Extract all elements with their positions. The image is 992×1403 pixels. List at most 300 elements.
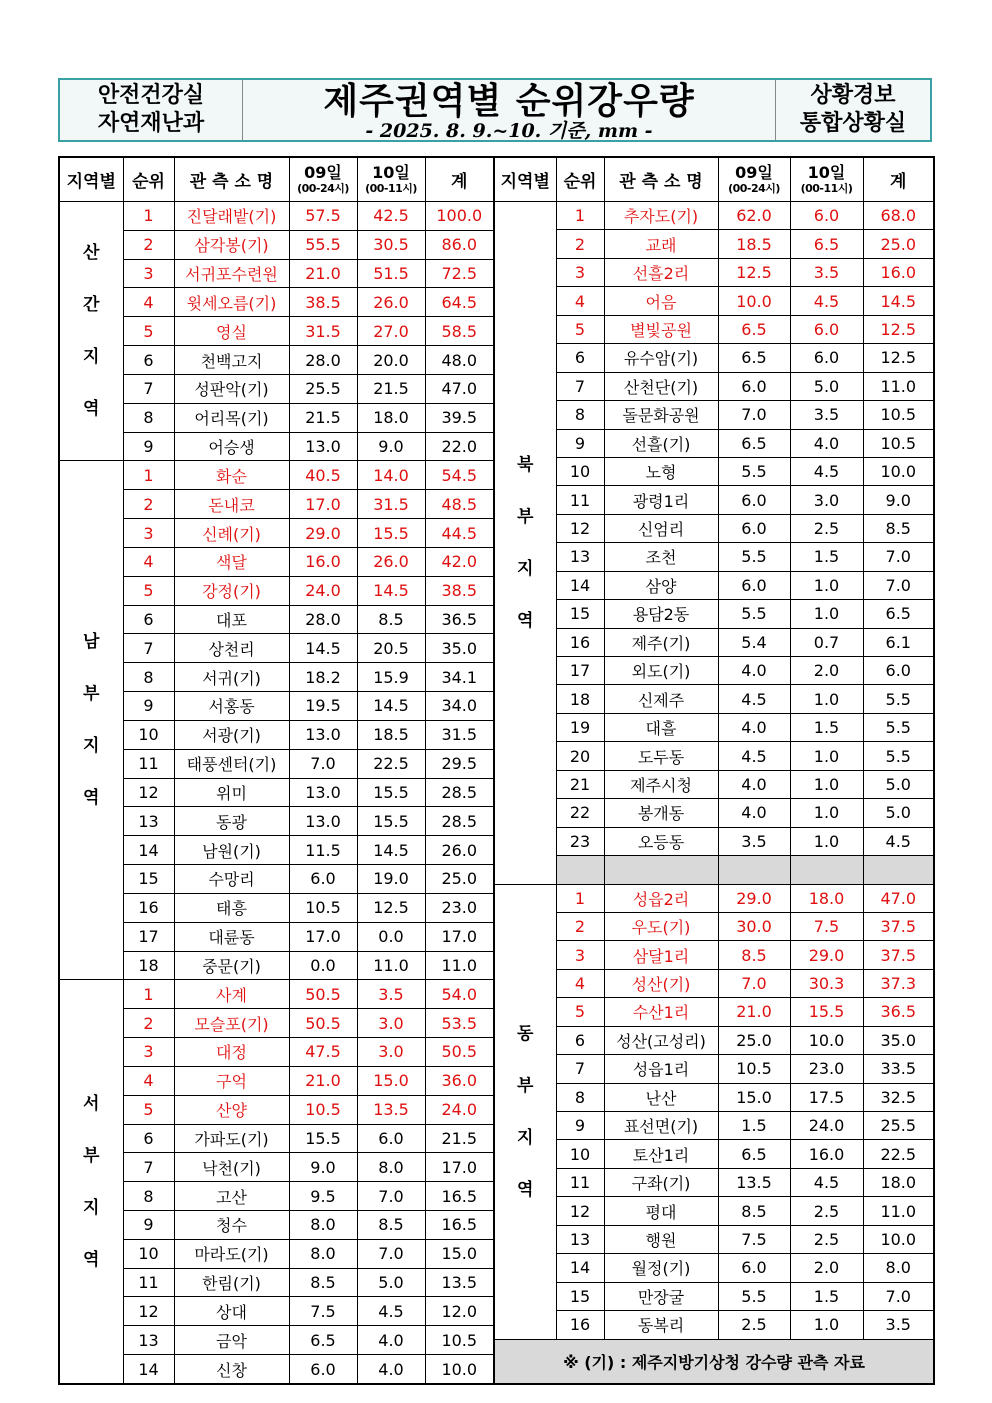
- rank-cell: 11: [123, 749, 174, 778]
- rank-cell: 14: [123, 836, 174, 865]
- day1-rainfall: 14.5: [289, 634, 357, 663]
- day2-rainfall: 0.7: [790, 628, 863, 656]
- rank-cell: 17: [556, 657, 604, 685]
- table-row: [59, 720, 494, 749]
- col-total: 계: [425, 157, 494, 202]
- station-name: 용담2동: [604, 600, 718, 628]
- day2-rainfall: 2.0: [790, 1254, 863, 1282]
- station-name: 한림(기): [174, 1268, 289, 1297]
- day2-rainfall: 18.5: [357, 720, 425, 749]
- day1-rainfall: 18.2: [289, 663, 357, 692]
- table-row: [59, 576, 494, 605]
- table-row: [59, 951, 494, 980]
- table-row: [494, 912, 934, 940]
- day1-rainfall: 6.0: [718, 571, 790, 599]
- table-row: [59, 692, 494, 721]
- total-rainfall: 28.5: [425, 807, 494, 836]
- station-name: 어리목(기): [174, 403, 289, 432]
- day2-rainfall: 23.0: [790, 1055, 863, 1083]
- day1-rainfall: 25.5: [289, 374, 357, 403]
- day1-rainfall: 13.0: [289, 778, 357, 807]
- day1-rainfall: 19.5: [289, 692, 357, 721]
- rank-cell: 5: [556, 315, 604, 343]
- rank-cell: 4: [123, 288, 174, 317]
- total-rainfall: 10.5: [863, 429, 934, 457]
- day1-rainfall: 13.5: [718, 1168, 790, 1196]
- day2-rainfall: 1.0: [790, 600, 863, 628]
- station-name: 강정(기): [174, 576, 289, 605]
- region-label: 북 부 지 역: [517, 454, 534, 631]
- table-row: [59, 259, 494, 288]
- table-row: [59, 1268, 494, 1297]
- day1-rainfall: 6.5: [718, 429, 790, 457]
- total-rainfall: 8.5: [863, 514, 934, 542]
- table-row: [59, 202, 494, 231]
- day2-rainfall: 15.5: [357, 807, 425, 836]
- day2-rainfall: 1.0: [790, 571, 863, 599]
- day1-rainfall: 7.0: [718, 969, 790, 997]
- day1-rainfall: 2.5: [718, 1311, 790, 1339]
- day2-rainfall: 18.0: [790, 884, 863, 912]
- day2-rainfall: 7.0: [357, 1239, 425, 1268]
- rank-cell: 6: [123, 1124, 174, 1153]
- station-name: 서홍동: [174, 692, 289, 721]
- day2-rainfall: 13.5: [357, 1095, 425, 1124]
- blank-row: [494, 856, 934, 884]
- table-row: [494, 1197, 934, 1225]
- total-rainfall: 7.0: [863, 543, 934, 571]
- total-rainfall: 7.0: [863, 1282, 934, 1310]
- total-rainfall: 12.5: [863, 344, 934, 372]
- table-row: [59, 230, 494, 259]
- station-name: 만장굴: [604, 1282, 718, 1310]
- table-row: [494, 543, 934, 571]
- table-row: [59, 461, 494, 490]
- station-name: 신창: [174, 1355, 289, 1384]
- region-label: 동 부 지 역: [517, 1023, 534, 1200]
- rank-cell: 12: [123, 1297, 174, 1326]
- col-day2: [357, 157, 425, 202]
- total-rainfall: 15.0: [425, 1239, 494, 1268]
- rank-cell: 3: [123, 519, 174, 548]
- day2-rainfall: 20.0: [357, 346, 425, 375]
- day1-rainfall: 8.5: [718, 1197, 790, 1225]
- day1-rainfall: 4.0: [718, 799, 790, 827]
- total-rainfall: 13.5: [425, 1268, 494, 1297]
- station-name: 서귀포수련원: [174, 259, 289, 288]
- rank-cell: 11: [123, 1268, 174, 1297]
- day1-rainfall: 18.5: [718, 230, 790, 258]
- table-row: [494, 770, 934, 798]
- station-name: 광령1리: [604, 486, 718, 514]
- table-row: [494, 969, 934, 997]
- rank-cell: 12: [556, 514, 604, 542]
- total-rainfall: 38.5: [425, 576, 494, 605]
- table-row: [494, 685, 934, 713]
- page-title: 제주권역별 순위강우량: [323, 81, 695, 122]
- day2-rainfall: 3.0: [357, 1038, 425, 1067]
- table-row: [494, 372, 934, 400]
- col-day2: [790, 157, 863, 202]
- table-row: [59, 346, 494, 375]
- station-name: 낙천(기): [174, 1153, 289, 1182]
- table-row: [494, 1083, 934, 1111]
- rank-cell: 5: [123, 1095, 174, 1124]
- rank-cell: 12: [556, 1197, 604, 1225]
- day2-rainfall: 4.0: [357, 1355, 425, 1384]
- day1-rainfall: 16.0: [289, 547, 357, 576]
- day2-rainfall: 1.5: [790, 543, 863, 571]
- col-day1-range: (00-24시): [728, 182, 780, 195]
- total-rainfall: 32.5: [863, 1083, 934, 1111]
- day2-rainfall: 1.0: [790, 799, 863, 827]
- station-name: 대포: [174, 605, 289, 634]
- station-name: 구좌(기): [604, 1168, 718, 1196]
- total-rainfall: 34.1: [425, 663, 494, 692]
- rank-cell: 13: [123, 1326, 174, 1355]
- station-name: 성읍2리: [604, 884, 718, 912]
- total-rainfall: 25.0: [425, 865, 494, 894]
- station-name: 신엄리: [604, 514, 718, 542]
- day1-rainfall: 6.0: [289, 865, 357, 894]
- day2-rainfall: 1.5: [790, 1282, 863, 1310]
- rank-cell: 13: [556, 1225, 604, 1253]
- station-name: 금악: [174, 1326, 289, 1355]
- total-rainfall: 22.0: [425, 432, 494, 461]
- day1-rainfall: 8.5: [718, 941, 790, 969]
- region-cell: [59, 202, 123, 461]
- day2-rainfall: 19.0: [357, 865, 425, 894]
- table-row: [59, 1009, 494, 1038]
- footnote-row: [494, 1339, 934, 1384]
- station-name: 위미: [174, 778, 289, 807]
- day1-rainfall: 0.0: [289, 951, 357, 980]
- station-name: 태흥: [174, 893, 289, 922]
- rank-cell: 9: [556, 1112, 604, 1140]
- day2-rainfall: 8.5: [357, 605, 425, 634]
- office-line2: 통합상황실: [799, 111, 907, 136]
- table-row: [59, 922, 494, 951]
- rank-cell: 5: [556, 998, 604, 1026]
- station-name: 색달: [174, 547, 289, 576]
- table-row: [494, 628, 934, 656]
- station-name: 영실: [174, 317, 289, 346]
- office-line1: 상황경보: [810, 83, 896, 108]
- table-row: [494, 1055, 934, 1083]
- day1-rainfall: 3.5: [718, 827, 790, 855]
- day2-rainfall: 14.5: [357, 692, 425, 721]
- total-rainfall: 25.0: [863, 230, 934, 258]
- station-name: 신례(기): [174, 519, 289, 548]
- rank-cell: 7: [556, 1055, 604, 1083]
- day2-rainfall: 4.5: [357, 1297, 425, 1326]
- rank-cell: 12: [123, 778, 174, 807]
- rank-cell: 1: [556, 884, 604, 912]
- table-row: [59, 374, 494, 403]
- table-row: [494, 941, 934, 969]
- table-row: [59, 317, 494, 346]
- day2-rainfall: 3.0: [357, 1009, 425, 1038]
- day2-rainfall: 30.3: [790, 969, 863, 997]
- rank-cell: 5: [123, 317, 174, 346]
- table-row: [494, 799, 934, 827]
- total-rainfall: 16.5: [425, 1210, 494, 1239]
- day2-rainfall: 11.0: [357, 951, 425, 980]
- day2-rainfall: 2.0: [790, 657, 863, 685]
- day2-rainfall: 8.5: [357, 1210, 425, 1239]
- rank-cell: 3: [556, 941, 604, 969]
- rank-cell: 6: [123, 605, 174, 634]
- day2-rainfall: 3.0: [790, 486, 863, 514]
- station-name: 산양: [174, 1095, 289, 1124]
- station-name: 태풍센터(기): [174, 749, 289, 778]
- day2-rainfall: 15.5: [357, 778, 425, 807]
- table-row: [494, 600, 934, 628]
- total-rainfall: 47.0: [425, 374, 494, 403]
- total-rainfall: 10.5: [425, 1326, 494, 1355]
- rank-cell: 1: [123, 980, 174, 1009]
- day2-rainfall: 1.0: [790, 827, 863, 855]
- total-rainfall: 29.5: [425, 749, 494, 778]
- rank-cell: 18: [123, 951, 174, 980]
- table-row: [494, 429, 934, 457]
- day2-rainfall: 10.0: [790, 1026, 863, 1054]
- day2-rainfall: 3.5: [790, 401, 863, 429]
- day1-rainfall: 57.5: [289, 202, 357, 231]
- total-rainfall: 7.0: [863, 571, 934, 599]
- day1-rainfall: 30.0: [718, 912, 790, 940]
- table-row: [59, 547, 494, 576]
- total-rainfall: 34.0: [425, 692, 494, 721]
- day2-rainfall: 31.5: [357, 490, 425, 519]
- day1-rainfall: 24.0: [289, 576, 357, 605]
- col-day2-label: 10일: [807, 163, 846, 182]
- department-line1: 안전건강실: [97, 83, 205, 108]
- station-name: 봉개동: [604, 799, 718, 827]
- blank-cell: [556, 856, 604, 884]
- station-name: 선흘(기): [604, 429, 718, 457]
- station-name: 난산: [604, 1083, 718, 1111]
- title-box: [242, 80, 776, 140]
- day2-rainfall: 6.0: [790, 315, 863, 343]
- table-row: [59, 432, 494, 461]
- day2-rainfall: 15.0: [357, 1066, 425, 1095]
- station-name: 동복리: [604, 1311, 718, 1339]
- rank-cell: 3: [123, 1038, 174, 1067]
- rank-cell: 4: [556, 969, 604, 997]
- station-name: 신제주: [604, 685, 718, 713]
- total-rainfall: 37.5: [863, 941, 934, 969]
- rank-cell: 15: [123, 865, 174, 894]
- day1-rainfall: 28.0: [289, 346, 357, 375]
- col-day1-range: (00-24시): [297, 182, 349, 195]
- table-row: [59, 893, 494, 922]
- table-row: [494, 742, 934, 770]
- station-name: 유수암(기): [604, 344, 718, 372]
- table-header-row: [494, 157, 934, 202]
- rank-cell: 4: [123, 547, 174, 576]
- day1-rainfall: 10.5: [289, 1095, 357, 1124]
- station-name: 오등동: [604, 827, 718, 855]
- day2-rainfall: 16.0: [790, 1140, 863, 1168]
- table-row: [59, 807, 494, 836]
- station-name: 성읍1리: [604, 1055, 718, 1083]
- station-name: 남원(기): [174, 836, 289, 865]
- total-rainfall: 6.1: [863, 628, 934, 656]
- day2-rainfall: 7.0: [357, 1182, 425, 1211]
- day2-rainfall: 14.5: [357, 836, 425, 865]
- total-rainfall: 16.5: [425, 1182, 494, 1211]
- day1-rainfall: 10.5: [289, 893, 357, 922]
- table-row: [494, 1311, 934, 1339]
- day1-rainfall: 38.5: [289, 288, 357, 317]
- table-row: [59, 749, 494, 778]
- table-row: [59, 490, 494, 519]
- total-rainfall: 8.0: [863, 1254, 934, 1282]
- rank-cell: 6: [123, 346, 174, 375]
- total-rainfall: 72.5: [425, 259, 494, 288]
- rank-cell: 6: [556, 1026, 604, 1054]
- total-rainfall: 42.0: [425, 547, 494, 576]
- day1-rainfall: 8.0: [289, 1210, 357, 1239]
- day1-rainfall: 5.5: [718, 1282, 790, 1310]
- rank-cell: 14: [556, 1254, 604, 1282]
- day1-rainfall: 4.0: [718, 713, 790, 741]
- table-row: [494, 827, 934, 855]
- total-rainfall: 12.5: [863, 315, 934, 343]
- total-rainfall: 64.5: [425, 288, 494, 317]
- day1-rainfall: 17.0: [289, 922, 357, 951]
- rank-cell: 10: [123, 720, 174, 749]
- rank-cell: 10: [123, 1239, 174, 1268]
- day1-rainfall: 7.5: [718, 1225, 790, 1253]
- table-row: [494, 287, 934, 315]
- day1-rainfall: 6.0: [289, 1355, 357, 1384]
- total-rainfall: 31.5: [425, 720, 494, 749]
- station-name: 삼달1리: [604, 941, 718, 969]
- station-name: 대륜동: [174, 922, 289, 951]
- table-row: [494, 258, 934, 286]
- day2-rainfall: 24.0: [790, 1112, 863, 1140]
- table-row: [59, 1239, 494, 1268]
- station-name: 제주시청: [604, 770, 718, 798]
- day1-rainfall: 29.0: [289, 519, 357, 548]
- col-day1: [289, 157, 357, 202]
- table-row: [494, 1026, 934, 1054]
- col-region: 지역별: [494, 157, 556, 202]
- region-label: 산 간 지 역: [83, 243, 100, 420]
- day1-rainfall: 6.0: [718, 514, 790, 542]
- total-rainfall: 36.5: [863, 998, 934, 1026]
- station-name: 표선면(기): [604, 1112, 718, 1140]
- page-subtitle: - 2025. 8. 9.~10. 기준, mm -: [365, 120, 653, 142]
- day1-rainfall: 10.0: [718, 287, 790, 315]
- rank-cell: 2: [556, 912, 604, 940]
- station-name: 윗세오름(기): [174, 288, 289, 317]
- day1-rainfall: 6.0: [718, 372, 790, 400]
- table-row: [494, 884, 934, 912]
- col-day2-range: (00-11시): [365, 182, 417, 195]
- total-rainfall: 33.5: [863, 1055, 934, 1083]
- total-rainfall: 22.5: [863, 1140, 934, 1168]
- day1-rainfall: 11.5: [289, 836, 357, 865]
- total-rainfall: 5.0: [863, 770, 934, 798]
- table-row: [59, 1210, 494, 1239]
- table-row: [494, 315, 934, 343]
- office-box: [775, 80, 930, 140]
- col-day2-range: (00-11시): [800, 182, 853, 195]
- day1-rainfall: 15.5: [289, 1124, 357, 1153]
- table-row: [59, 836, 494, 865]
- rank-cell: 8: [123, 403, 174, 432]
- station-name: 수산1리: [604, 998, 718, 1026]
- day2-rainfall: 6.5: [790, 230, 863, 258]
- total-rainfall: 9.0: [863, 486, 934, 514]
- rank-cell: 14: [123, 1355, 174, 1384]
- day1-rainfall: 6.0: [718, 1254, 790, 1282]
- total-rainfall: 68.0: [863, 202, 934, 230]
- total-rainfall: 53.5: [425, 1009, 494, 1038]
- day2-rainfall: 3.5: [357, 980, 425, 1009]
- table-row: [494, 1168, 934, 1196]
- station-name: 제주(기): [604, 628, 718, 656]
- day1-rainfall: 15.0: [718, 1083, 790, 1111]
- day2-rainfall: 1.0: [790, 770, 863, 798]
- day2-rainfall: 4.5: [790, 1168, 863, 1196]
- total-rainfall: 10.5: [863, 401, 934, 429]
- station-name: 수망리: [174, 865, 289, 894]
- day1-rainfall: 13.0: [289, 432, 357, 461]
- station-name: 진달래밭(기): [174, 202, 289, 231]
- total-rainfall: 5.0: [863, 799, 934, 827]
- day1-rainfall: 28.0: [289, 605, 357, 634]
- table-row: [59, 1326, 494, 1355]
- station-name: 대정: [174, 1038, 289, 1067]
- day1-rainfall: 7.0: [718, 401, 790, 429]
- day1-rainfall: 21.0: [718, 998, 790, 1026]
- total-rainfall: 37.5: [863, 912, 934, 940]
- rank-cell: 8: [123, 663, 174, 692]
- day2-rainfall: 6.0: [790, 344, 863, 372]
- day1-rainfall: 6.5: [718, 1140, 790, 1168]
- day1-rainfall: 6.5: [718, 344, 790, 372]
- station-name: 구억: [174, 1066, 289, 1095]
- day2-rainfall: 12.5: [357, 893, 425, 922]
- table-row: [494, 514, 934, 542]
- department-box: [60, 80, 243, 140]
- rank-cell: 8: [123, 1182, 174, 1211]
- table-row: [494, 1254, 934, 1282]
- rank-cell: 10: [556, 457, 604, 485]
- table-row: [59, 403, 494, 432]
- station-name: 교래: [604, 230, 718, 258]
- day2-rainfall: 8.0: [357, 1153, 425, 1182]
- region-cell: [494, 884, 556, 1339]
- table-row: [59, 1038, 494, 1067]
- day1-rainfall: 7.5: [289, 1297, 357, 1326]
- table-row: [494, 998, 934, 1026]
- station-name: 동광: [174, 807, 289, 836]
- day1-rainfall: 25.0: [718, 1026, 790, 1054]
- total-rainfall: 28.5: [425, 778, 494, 807]
- total-rainfall: 11.0: [863, 1197, 934, 1225]
- day1-rainfall: 47.5: [289, 1038, 357, 1067]
- day2-rainfall: 4.5: [790, 457, 863, 485]
- day2-rainfall: 2.5: [790, 514, 863, 542]
- total-rainfall: 35.0: [425, 634, 494, 663]
- station-name: 행원: [604, 1225, 718, 1253]
- table-row: [59, 778, 494, 807]
